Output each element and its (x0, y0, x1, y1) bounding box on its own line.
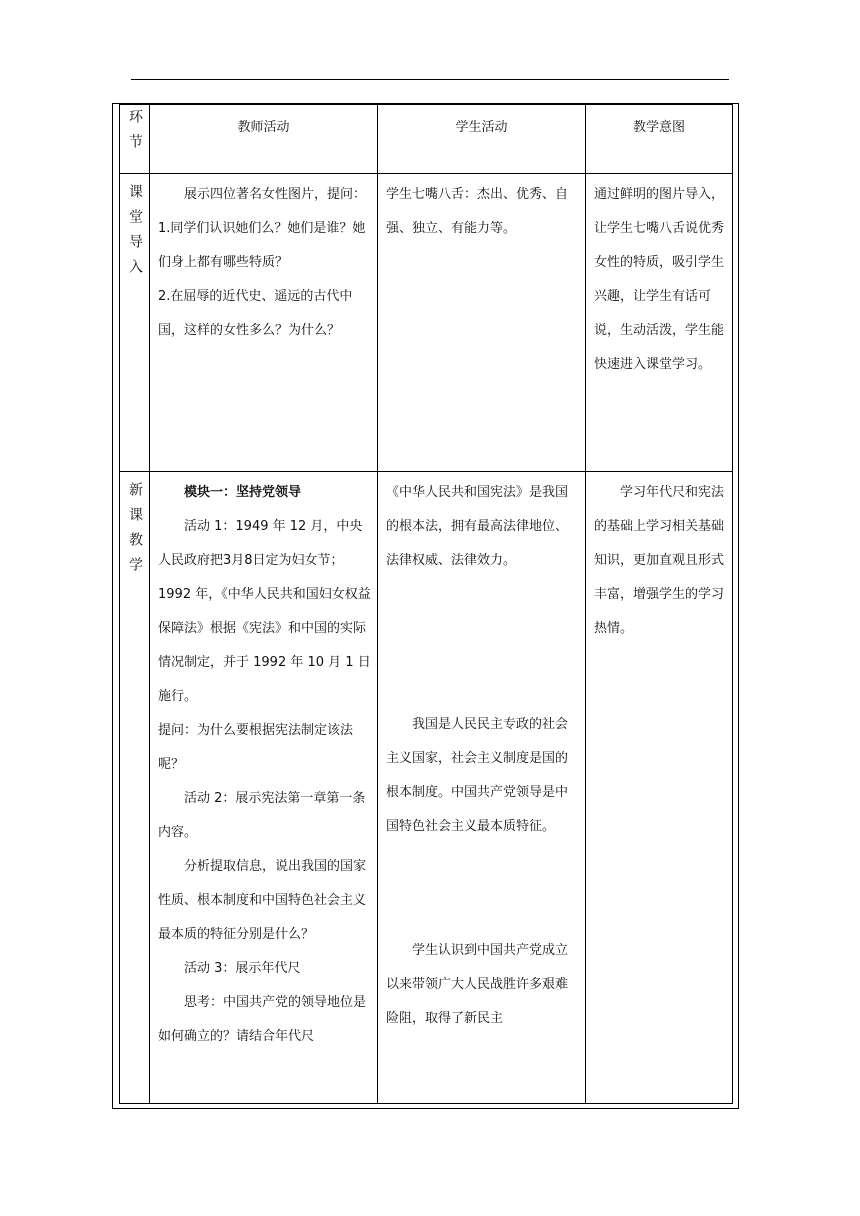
student-party-history-text: 学生认识到中国共产党成立以来带领广大人民战胜许多艰难险阻，取得了新民主 (386, 943, 569, 1026)
header-stage (120, 105, 150, 174)
stage-cell-new-lesson (120, 472, 150, 1104)
spacer (386, 578, 579, 708)
intent-intro-text: 通过鲜明的图片导入，让学生七嘴八舌说优秀女性的特质，吸引学生兴趣，让学生有话可说，生动活泼，学生能快速进入课堂学习。 (594, 187, 725, 372)
header-teacher: 教师活动 (150, 105, 378, 174)
student-cell-intro (378, 174, 586, 472)
student-intro-text: 学生七嘴八舌：杰出、优秀、自强、独立、有能力等。 (386, 187, 569, 236)
intent-cell-new-lesson (586, 472, 733, 1104)
teacher-activity-2: 活动 2：展示宪法第一章第一条内容。 (158, 791, 366, 840)
teacher-question-1: 提问：为什么要根据宪法制定该法呢？ (158, 723, 354, 772)
table-row-new-lesson (120, 472, 733, 1104)
intent-new-lesson-text: 学习年代尺和宪法的基础上学习相关基础知识，更加直观且形式丰富，增强学生的学习热情。 (594, 485, 725, 636)
student-state-nature-text: 我国是人民民主专政的社会主义国家，社会主义制度是国的根本制度。中国共产党领导是中国特色社会主义最本质特征。 (386, 717, 569, 834)
teacher-analysis: 分析提取信息，说出我国的国家性质、根本制度和中国特色社会主义最本质的特征分别是什么？ (158, 859, 367, 942)
student-cell-new-lesson (378, 472, 586, 1104)
teacher-intro-question-1: 1.同学们认识她们么？她们是谁？她们身上都有哪些特质？ (158, 221, 366, 270)
teacher-cell-intro (150, 174, 378, 472)
header-stage-text: 环节 (127, 109, 143, 159)
spacer (386, 844, 579, 934)
teacher-intro-question-2: 2.在屈辱的近代史、遥远的古代中国，这样的女性多么？为什么？ (158, 289, 353, 338)
teacher-activity-1: 活动 1：1949 年 12 月，中央人民政府把3月8日定为妇女节；1992 年，《中华人民共和国妇女权益保障法》根据《宪法》和中国的实际情况制定，并于 1992 年 10 月 1 日施行。 (158, 519, 371, 704)
header-rule (131, 79, 729, 80)
stage-cell-intro (120, 174, 150, 472)
stage-new-lesson-text: 新课教学 (127, 482, 143, 582)
table-header-row (120, 105, 733, 174)
intent-cell-intro (586, 174, 733, 472)
teacher-activity-3: 活动 3：展示年代尺 (184, 961, 301, 976)
student-constitution-text: 《中华人民共和国宪法》是我国的根本法，拥有最高法律地位、法律权威、法律效力。 (386, 485, 569, 568)
header-intent: 教学意图 (586, 105, 733, 174)
table-row-intro (120, 174, 733, 472)
header-student: 学生活动 (378, 105, 586, 174)
teacher-intro-prompt: 展示四位著名女性图片，提问： (184, 187, 367, 202)
teacher-think: 思考：中国共产党的领导地位是如何确立的？请结合年代尺 (158, 995, 367, 1044)
stage-intro-text: 课堂导入 (127, 184, 143, 284)
module-title: 模块一：坚持党领导 (184, 485, 302, 500)
teacher-cell-new-lesson (150, 472, 378, 1104)
lesson-plan-table-frame (112, 103, 739, 1109)
lesson-plan-table (119, 104, 733, 1104)
